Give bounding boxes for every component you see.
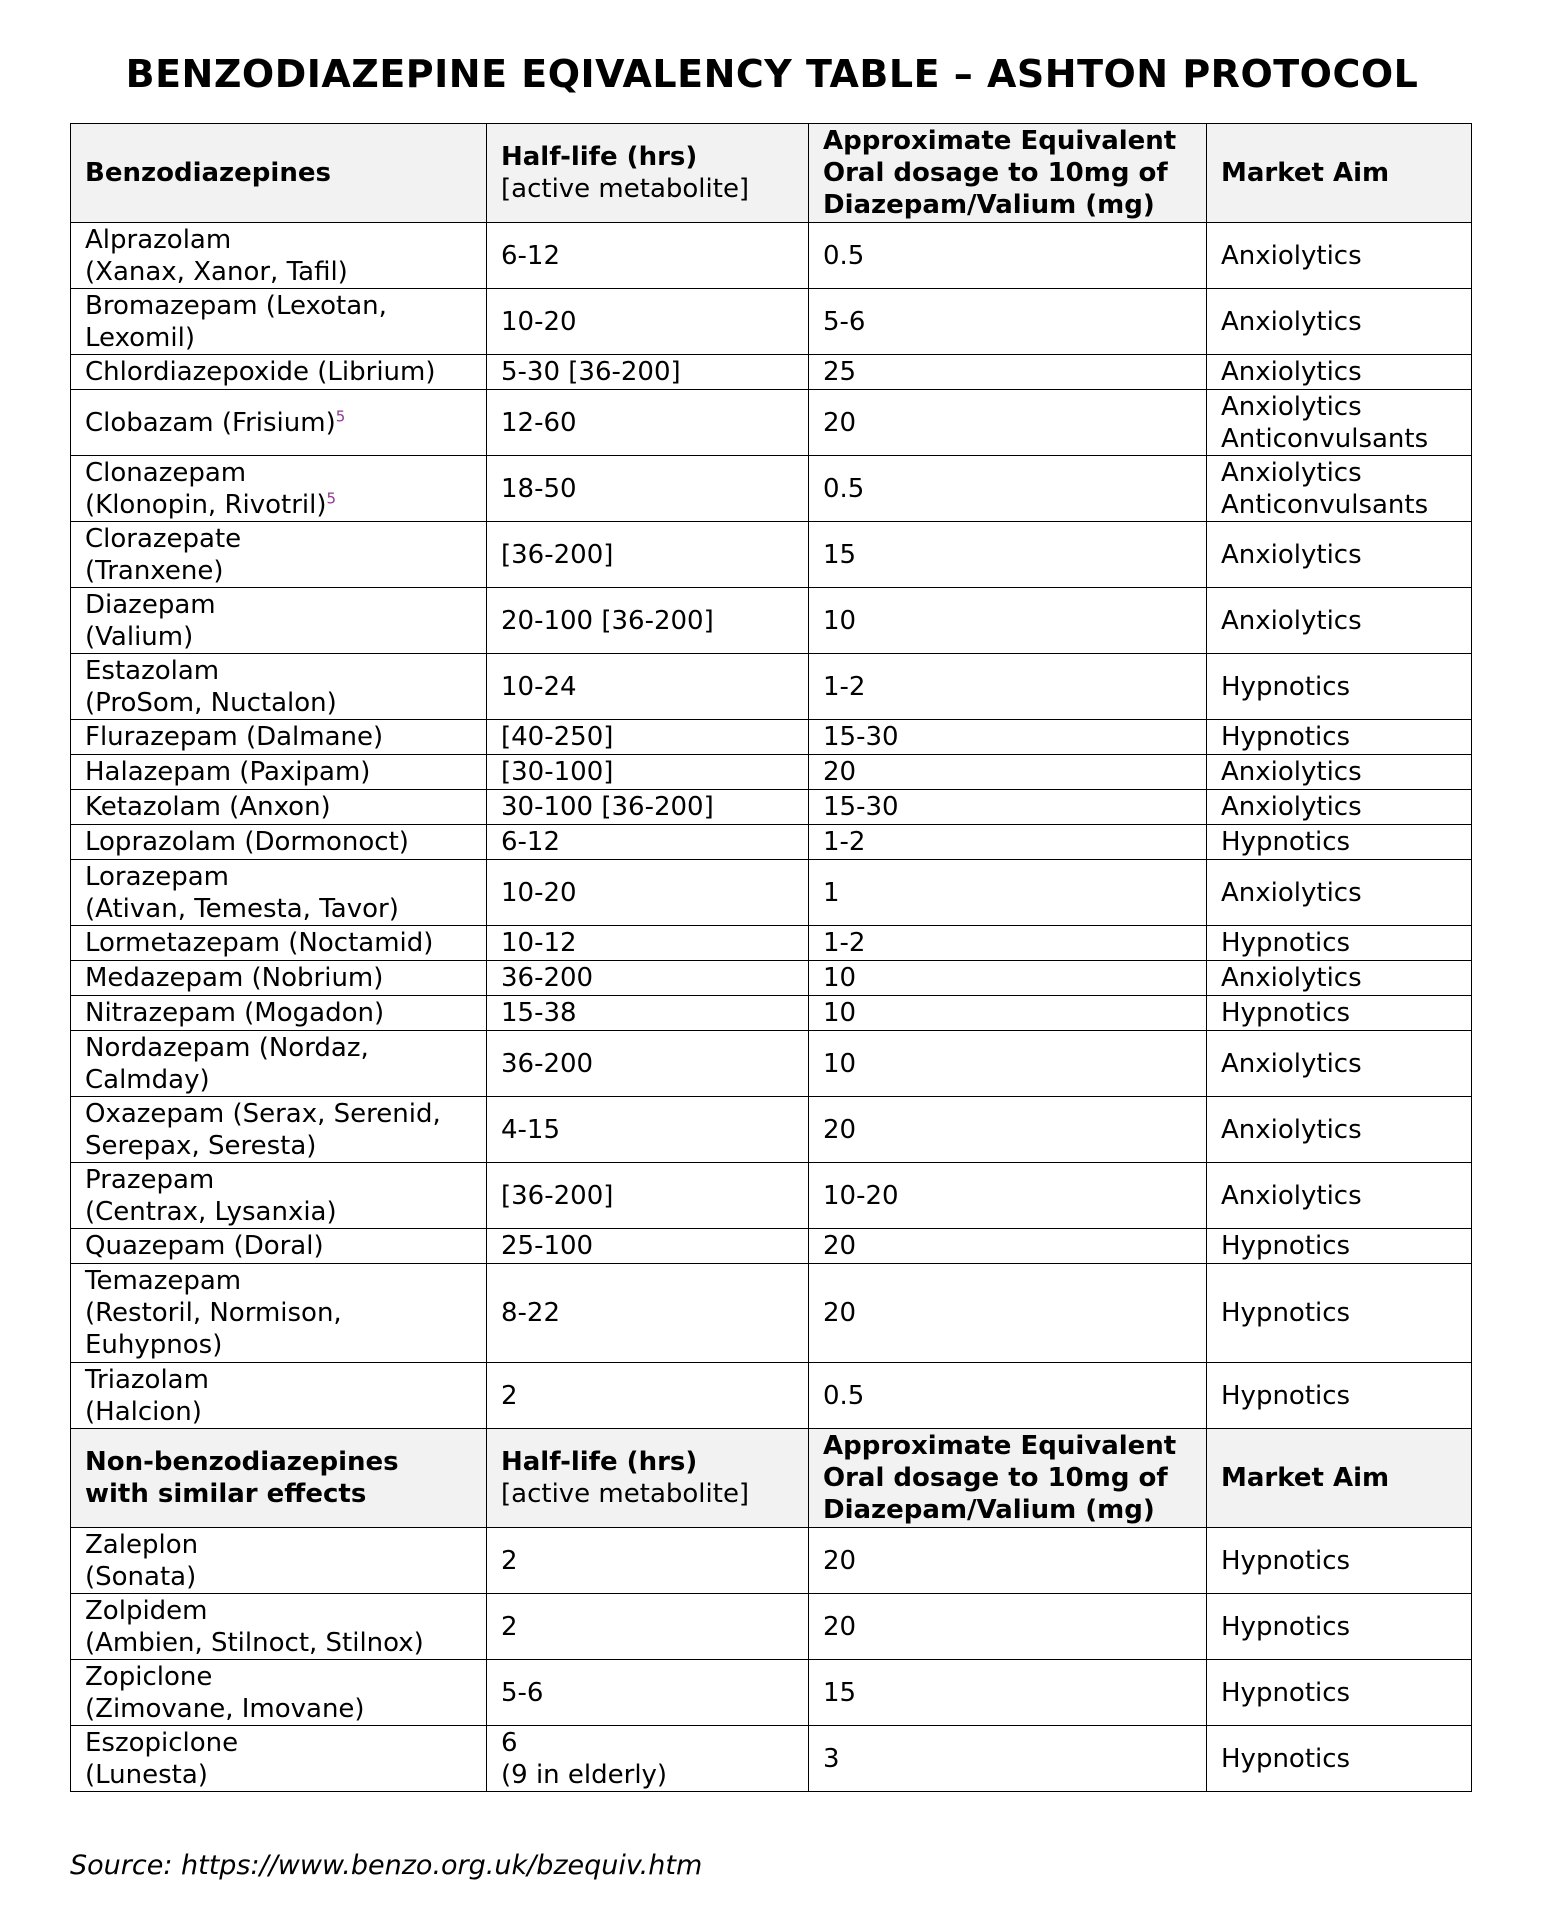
header-drug: Benzodiazepines: [71, 124, 487, 223]
half-life-value: 4-15: [501, 1114, 561, 1145]
half-life-value: [36-200]: [501, 1180, 614, 1211]
drug-name-cell: [71, 1264, 487, 1363]
market-aim-cell: [1207, 1229, 1472, 1264]
drug-name: Prazepam: [85, 1164, 215, 1195]
equivalent-dose-cell: 15-30: [809, 790, 1207, 825]
market-aim: Anxiolytics: [1221, 240, 1362, 271]
equivalent-dose-cell: 15-30: [809, 720, 1207, 755]
half-life-cell: [487, 1660, 809, 1726]
market-aim: Hypnotics: [1221, 1743, 1351, 1774]
drug-name: Nordazepam (Nordaz,: [85, 1032, 369, 1063]
market-aim-cell: [1207, 1594, 1472, 1660]
market-aim-cell: [1207, 355, 1472, 390]
drug-name: Ketazolam (Anxon): [85, 792, 331, 822]
drug-name: Nitrazepam (Mogadon): [85, 998, 385, 1028]
header-non-half-life-sub: [active metabolite]: [501, 1479, 750, 1509]
market-aim: Anxiolytics: [1221, 792, 1362, 822]
drug-name-cell: [71, 1660, 487, 1726]
half-life-cell: [487, 456, 809, 522]
half-life-cell: [487, 825, 809, 860]
drug-name: Zaleplon: [85, 1529, 199, 1560]
half-life-value: 30-100 [36-200]: [501, 792, 714, 822]
half-life-cell: [487, 223, 809, 289]
market-aim: Anxiolytics: [1221, 877, 1362, 908]
drug-name-cell: [71, 1528, 487, 1594]
half-life-value: 15-38: [501, 998, 577, 1028]
table-row: [71, 961, 1472, 996]
market-aim: Hypnotics: [1221, 998, 1351, 1028]
half-life-value: 36-200: [501, 963, 594, 993]
market-aim: Anxiolytics: [1221, 605, 1362, 636]
drug-name-cell: [71, 1031, 487, 1097]
half-life-cell: [487, 755, 809, 790]
half-life-cell: [487, 860, 809, 926]
half-life-cell: [487, 1726, 809, 1792]
header-dose: Approximate Equivalent Oral dosage to 10mg of Diazepam/Valium (mg): [809, 124, 1207, 223]
drug-name-cell: [71, 961, 487, 996]
table-header-non-benzodiazepines: [71, 1429, 1472, 1528]
market-aim: Anxiolytics: [1221, 963, 1362, 993]
market-aim-cell: [1207, 1163, 1472, 1229]
drug-name-cell: [71, 654, 487, 720]
table-row: [71, 926, 1472, 961]
market-aim: Hypnotics: [1221, 671, 1351, 702]
drug-name-cell: [71, 223, 487, 289]
half-life-value: 36-200: [501, 1048, 594, 1079]
market-aim: Hypnotics: [1221, 722, 1351, 752]
drug-name-cell: [71, 456, 487, 522]
market-aim-secondary: Anticonvulsants: [1221, 423, 1429, 454]
drug-name: Eszopiclone: [85, 1727, 239, 1758]
benzodiazepine-rows: [71, 223, 1472, 1429]
drug-name-cell: [71, 289, 487, 355]
table-row: [71, 1264, 1472, 1363]
drug-brands: (Sonata): [85, 1561, 197, 1592]
equivalent-dose-cell: 20: [809, 1097, 1207, 1163]
equivalent-dose-cell: 10-20: [809, 1163, 1207, 1229]
market-aim: Anxiolytics: [1221, 391, 1362, 422]
equivalent-dose-cell: 0.5: [809, 223, 1207, 289]
half-life-value: 20-100 [36-200]: [501, 605, 714, 636]
header-non-market-aim: Market Aim: [1207, 1429, 1472, 1528]
drug-name-cell: [71, 355, 487, 390]
header-half-life-sub: [active metabolite]: [501, 174, 750, 204]
page-title: BENZODIAZEPINE EQIVALENCY TABLE – ASHTON PROTOCOL: [125, 52, 1419, 96]
table-row: [71, 790, 1472, 825]
drug-name: Alprazolam: [85, 224, 232, 255]
market-aim: Hypnotics: [1221, 1231, 1351, 1261]
drug-name-cell: [71, 996, 487, 1031]
table-row: [71, 825, 1472, 860]
equivalent-dose-cell: 5-6: [809, 289, 1207, 355]
market-aim: Anxiolytics: [1221, 306, 1362, 337]
half-life-value: 10-24: [501, 671, 577, 702]
equivalent-dose-cell: 15: [809, 1660, 1207, 1726]
market-aim-cell: [1207, 1264, 1472, 1363]
drug-brands: (Tranxene): [85, 555, 224, 586]
equivalent-dose-cell: 20: [809, 1528, 1207, 1594]
half-life-value: 8-22: [501, 1298, 561, 1328]
market-aim: Anxiolytics: [1221, 757, 1362, 787]
market-aim-cell: [1207, 1726, 1472, 1792]
market-aim-cell: [1207, 860, 1472, 926]
drug-name: Zolpidem: [85, 1595, 208, 1626]
table-row: [71, 1031, 1472, 1097]
table-row: [71, 223, 1472, 289]
equivalent-dose-cell: 10: [809, 588, 1207, 654]
half-life-value: [30-100]: [501, 757, 614, 787]
half-life-value: 6-12: [501, 240, 561, 271]
drug-name-cell: [71, 720, 487, 755]
half-life-value: 2: [501, 1611, 518, 1642]
market-aim: Hypnotics: [1221, 1611, 1351, 1642]
market-aim-cell: [1207, 588, 1472, 654]
half-life-cell: [487, 390, 809, 456]
drug-brands: Lexomil): [85, 322, 195, 353]
table-row: [71, 355, 1472, 390]
half-life-cell: [487, 720, 809, 755]
drug-brands: (ProSom, Nuctalon): [85, 687, 337, 718]
table-row: [71, 1097, 1472, 1163]
half-life-value: 2: [501, 1545, 518, 1576]
table-row: [71, 522, 1472, 588]
half-life-value: 25-100: [501, 1231, 594, 1261]
header-non-half-life-title: Half-life (hrs): [501, 1447, 698, 1477]
market-aim-cell: [1207, 456, 1472, 522]
equivalent-dose-cell: 10: [809, 1031, 1207, 1097]
table-row: [71, 996, 1472, 1031]
table-row: [71, 654, 1472, 720]
market-aim-cell: [1207, 390, 1472, 456]
half-life-value: 10-20: [501, 306, 577, 337]
market-aim-cell: [1207, 720, 1472, 755]
market-aim: Anxiolytics: [1221, 539, 1362, 570]
drug-name-cell: [71, 1726, 487, 1792]
drug-name: Oxazepam (Serax, Serenid,: [85, 1098, 441, 1129]
non-benzo-header-section: [71, 1429, 1472, 1528]
half-life-value: 5-30 [36-200]: [501, 357, 681, 387]
drug-name-cell: [71, 755, 487, 790]
half-life-cell: [487, 289, 809, 355]
market-aim-cell: [1207, 654, 1472, 720]
equivalent-dose-cell: 20: [809, 390, 1207, 456]
drug-name: Zopiclone: [85, 1661, 213, 1692]
table-row: [71, 1363, 1472, 1429]
half-life-cell: [487, 1229, 809, 1264]
drug-name-cell: [71, 1229, 487, 1264]
drug-brands: (Centrax, Lysanxia): [85, 1196, 337, 1227]
table-row: [71, 289, 1472, 355]
market-aim: Hypnotics: [1221, 1298, 1351, 1328]
equivalent-dose-cell: 0.5: [809, 456, 1207, 522]
drug-name: Temazepam: [85, 1266, 242, 1296]
equivalent-dose-cell: 20: [809, 755, 1207, 790]
table-row: [71, 456, 1472, 522]
half-life-value: 5-6: [501, 1677, 544, 1708]
drug-brands: (Ativan, Temesta, Tavor): [85, 893, 399, 924]
market-aim: Hypnotics: [1221, 1677, 1351, 1708]
drug-name: Clonazepam: [85, 457, 247, 488]
market-aim-cell: [1207, 825, 1472, 860]
table-header-benzodiazepines: [71, 124, 1472, 223]
half-life-cell: [487, 1363, 809, 1429]
drug-name: Bromazepam (Lexotan,: [85, 290, 387, 321]
drug-name-cell: [71, 1163, 487, 1229]
equivalent-dose-cell: 15: [809, 522, 1207, 588]
drug-name-cell: [71, 790, 487, 825]
table-row: [71, 1660, 1472, 1726]
drug-name: Lormetazepam (Noctamid): [85, 928, 434, 958]
drug-brands: (Ambien, Stilnoct, Stilnox): [85, 1627, 424, 1658]
drug-brands: (Xanax, Xanor, Tafil): [85, 256, 348, 287]
drug-name: Medazepam (Nobrium): [85, 963, 384, 993]
drug-brands: (Valium): [85, 621, 194, 652]
header-half-life: [487, 124, 809, 223]
equivalent-dose-cell: 3: [809, 1726, 1207, 1792]
drug-brands: (Klonopin, Rivotril): [85, 489, 327, 520]
market-aim-cell: [1207, 223, 1472, 289]
table-row: [71, 1726, 1472, 1792]
market-aim-cell: [1207, 1031, 1472, 1097]
drug-name-cell: [71, 522, 487, 588]
equivalent-dose-cell: 20: [809, 1229, 1207, 1264]
half-life-cell: [487, 961, 809, 996]
equivalency-table: [70, 123, 1472, 1792]
table-row: [71, 1163, 1472, 1229]
header-non-drug-line1: Non-benzodiazepines: [85, 1447, 399, 1477]
equivalent-dose-cell: 10: [809, 961, 1207, 996]
drug-brands: (Lunesta): [85, 1759, 208, 1790]
drug-name: Loprazolam (Dormonoct): [85, 827, 409, 857]
header-non-drug-line2: with similar effects: [85, 1479, 367, 1509]
header-non-dose: Approximate Equivalent Oral dosage to 10mg of Diazepam/Valium (mg): [809, 1429, 1207, 1528]
equivalent-dose-cell: 10: [809, 996, 1207, 1031]
table-row: [71, 1229, 1472, 1264]
half-life-cell: [487, 588, 809, 654]
drug-brands: Serepax, Seresta): [85, 1130, 317, 1161]
drug-name: Lorazepam: [85, 861, 229, 892]
market-aim-secondary: Anticonvulsants: [1221, 489, 1429, 520]
equivalent-dose-cell: 20: [809, 1264, 1207, 1363]
footnote-marker: 5: [335, 406, 346, 425]
drug-name-cell: [71, 860, 487, 926]
drug-name: Quazepam (Doral): [85, 1231, 324, 1261]
drug-brands: (Restoril, Normison,: [85, 1298, 342, 1328]
market-aim: Hypnotics: [1221, 928, 1351, 958]
table-row: [71, 720, 1472, 755]
header-half-life-title: Half-life (hrs): [501, 142, 698, 172]
market-aim-cell: [1207, 1097, 1472, 1163]
market-aim-cell: [1207, 289, 1472, 355]
equivalent-dose-cell: 25: [809, 355, 1207, 390]
drug-name: Clobazam (Frisium): [85, 407, 336, 438]
half-life-value: 10-20: [501, 877, 577, 908]
half-life-note: (9 in elderly): [501, 1759, 668, 1790]
market-aim: Anxiolytics: [1221, 457, 1362, 488]
table-row: [71, 1528, 1472, 1594]
drug-name-cell: [71, 390, 487, 456]
market-aim-cell: [1207, 1363, 1472, 1429]
half-life-cell: [487, 355, 809, 390]
drug-name-cell: [71, 1363, 487, 1429]
header-non-drug: [71, 1429, 487, 1528]
half-life-cell: [487, 790, 809, 825]
drug-brands-continued: Euhypnos): [85, 1330, 223, 1360]
drug-name: Triazolam: [85, 1364, 209, 1395]
half-life-cell: [487, 996, 809, 1031]
market-aim: Hypnotics: [1221, 1545, 1351, 1576]
drug-brands: (Halcion): [85, 1396, 202, 1427]
half-life-cell: [487, 654, 809, 720]
half-life-value: [40-250]: [501, 722, 614, 752]
market-aim-cell: [1207, 961, 1472, 996]
market-aim-cell: [1207, 1660, 1472, 1726]
drug-name-cell: [71, 588, 487, 654]
market-aim-cell: [1207, 522, 1472, 588]
half-life-cell: [487, 1163, 809, 1229]
drug-name: Diazepam: [85, 589, 216, 620]
table-row: [71, 390, 1472, 456]
half-life-cell: [487, 1594, 809, 1660]
equivalent-dose-cell: 1-2: [809, 926, 1207, 961]
drug-name: Halazepam (Paxipam): [85, 757, 371, 787]
market-aim: Hypnotics: [1221, 827, 1351, 857]
equivalent-dose-cell: 1: [809, 860, 1207, 926]
market-aim-cell: [1207, 926, 1472, 961]
market-aim-cell: [1207, 1528, 1472, 1594]
drug-name: Chlordiazepoxide (Librium): [85, 357, 436, 387]
drug-name-cell: [71, 1097, 487, 1163]
equivalent-dose-cell: 20: [809, 1594, 1207, 1660]
half-life-cell: [487, 1264, 809, 1363]
source-citation: Source: https://www.benzo.org.uk/bzequiv.htm: [70, 1850, 703, 1881]
half-life-value: 6-12: [501, 827, 561, 857]
half-life-value: 10-12: [501, 928, 577, 958]
market-aim: Anxiolytics: [1221, 357, 1362, 387]
half-life-cell: [487, 1097, 809, 1163]
non-benzodiazepine-rows: [71, 1528, 1472, 1792]
half-life-cell: [487, 522, 809, 588]
drug-brands: (Zimovane, Imovane): [85, 1693, 365, 1724]
drug-name: Estazolam: [85, 655, 220, 686]
footnote-marker: 5: [326, 488, 337, 507]
equivalent-dose-cell: 1-2: [809, 825, 1207, 860]
half-life-value: 18-50: [501, 473, 577, 504]
market-aim: Anxiolytics: [1221, 1180, 1362, 1211]
market-aim: Anxiolytics: [1221, 1114, 1362, 1145]
drug-name-cell: [71, 825, 487, 860]
half-life-cell: [487, 926, 809, 961]
half-life-value: 6: [501, 1727, 518, 1758]
header-non-half-life: [487, 1429, 809, 1528]
half-life-cell: [487, 1031, 809, 1097]
half-life-value: [36-200]: [501, 539, 614, 570]
half-life-value: 12-60: [501, 407, 577, 438]
half-life-cell: [487, 1528, 809, 1594]
drug-name: Flurazepam (Dalmane): [85, 722, 384, 752]
market-aim: Hypnotics: [1221, 1380, 1351, 1411]
market-aim-cell: [1207, 996, 1472, 1031]
drug-name: Clorazepate: [85, 523, 242, 554]
drug-name-cell: [71, 1594, 487, 1660]
drug-name-cell: [71, 926, 487, 961]
table-row: [71, 588, 1472, 654]
table-row: [71, 1594, 1472, 1660]
table-row: [71, 860, 1472, 926]
drug-brands: Calmday): [85, 1064, 210, 1095]
equivalent-dose-cell: 1-2: [809, 654, 1207, 720]
equivalent-dose-cell: 0.5: [809, 1363, 1207, 1429]
table-row: [71, 755, 1472, 790]
half-life-value: 2: [501, 1380, 518, 1411]
market-aim-cell: [1207, 755, 1472, 790]
header-market-aim: Market Aim: [1207, 124, 1472, 223]
market-aim: Anxiolytics: [1221, 1048, 1362, 1079]
market-aim-cell: [1207, 790, 1472, 825]
